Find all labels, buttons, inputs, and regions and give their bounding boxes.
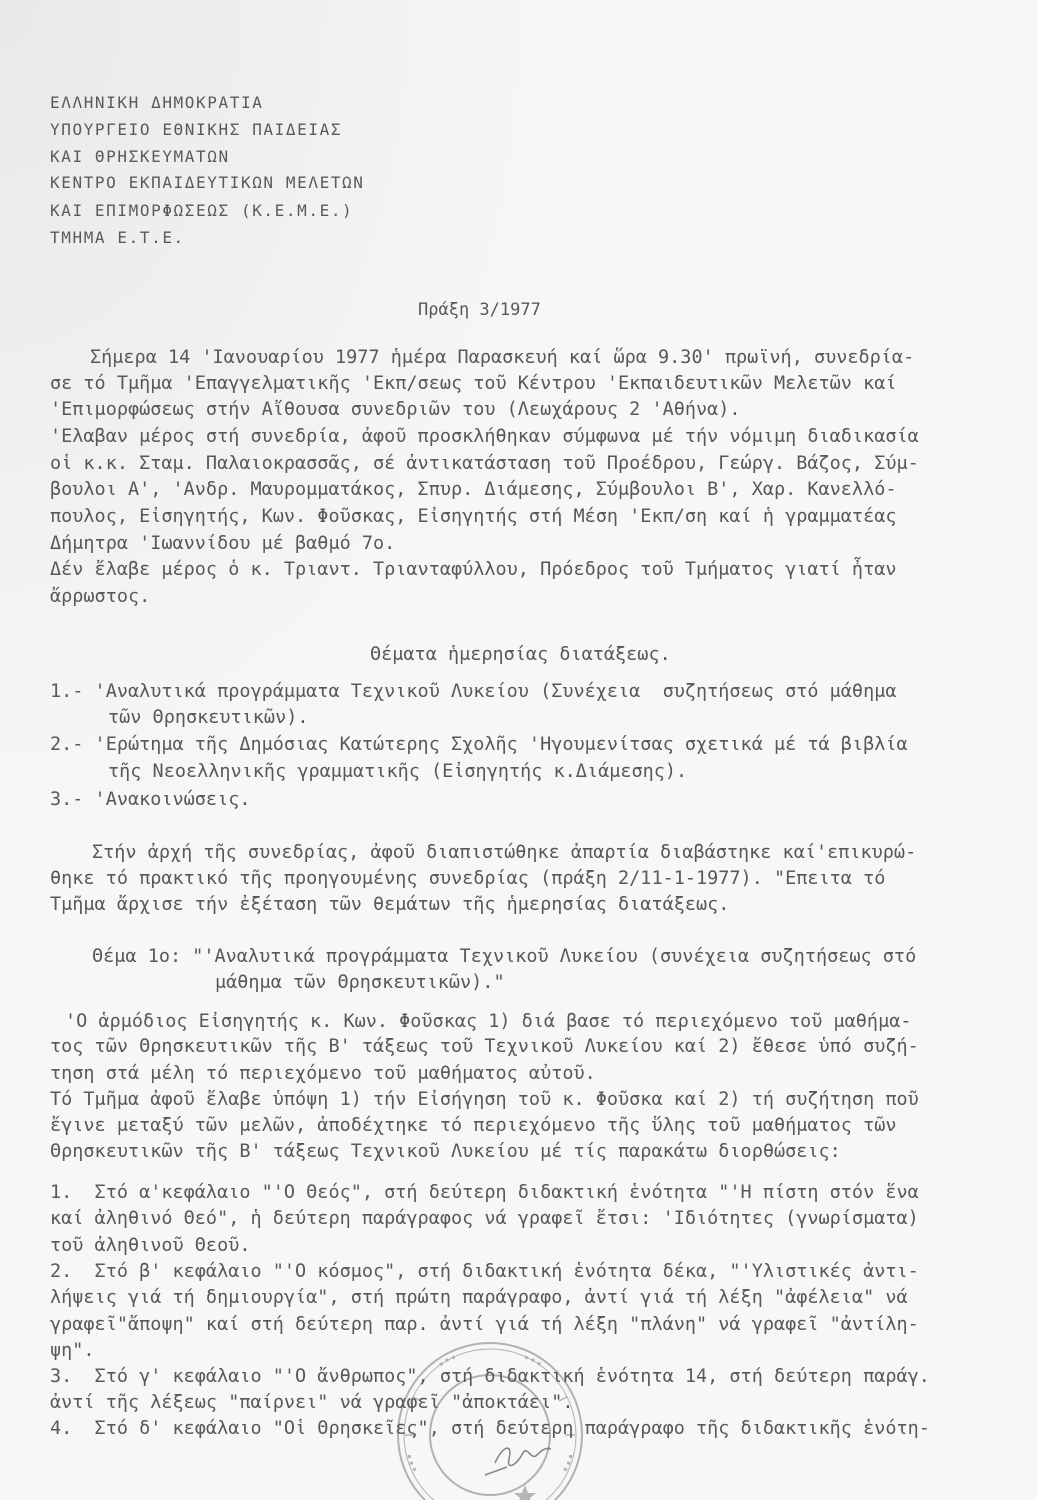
body-line: ἄρρωστος. (50, 586, 151, 607)
body-line: Σήμερα 14 'Ιανουαρίου 1977 ἡμέρα Παρασκευή καί ὥρα 9.30' πρωϊνή, συνεδρία- (90, 347, 915, 368)
agenda-item: τῆς Νεοελληνικῆς γραμματικῆς (Εἰσηγητής κ.Διάμεσης). (108, 761, 688, 782)
correction-line: 2. Στό β' κεφάλαιο "'Ο κόσμος", στή διδακτική ἑνότητα δέκα, "'Υλιστικές ἀντι- (50, 1261, 919, 1282)
body-line: βουλοι Α', 'Ανδρ. Μαυρομματάκος, Σπυρ. Διάμεσης, Σύμβουλοι Β', Χαρ. Κανελλό- (50, 479, 897, 500)
topic-heading: μάθημα τῶν Θρησκευτικῶν)." (215, 972, 505, 993)
correction-line: γραφεῖ"ἄποψη" καί στή δεύτερη παρ. ἀντί γιά τή λέξη "πλάνη" νά γραφεῖ "ἀντίλη- (50, 1314, 919, 1335)
agenda-item: 2.- 'Ερώτημα τῆς Δημόσιας Κατώτερης Σχολῆς 'Ηγουμενίτσας σχετικά μέ τά βιβλία (50, 734, 908, 755)
agenda-item: 1.- 'Αναλυτικά προγράμματα Τεχνικοῦ Λυκείου (Συνέχεια συζητήσεως στό μάθημα (50, 681, 897, 702)
correction-line: ἀντί τῆς λέξεως "παίρνει" νά γραφεῖ "ἀποκτάει". (50, 1392, 574, 1413)
agenda-item: 3.- 'Ανακοινώσεις. (50, 789, 251, 810)
body-line: πουλος, Εἰσηγητής, Κων. Φοῦσκας, Εἰσηγητής στή Μέση 'Εκπ/ση καί ἡ γραμματέας (50, 506, 897, 527)
body-line: Τό Τμῆμα ἀφοῦ ἔλαβε ὑπόψη 1) τήν Εἰσήγηση τοῦ κ. Φοῦσκα καί 2) τή συζήτηση ποῦ (50, 1089, 919, 1110)
agenda-item: τῶν Θρησκευτικῶν). (108, 707, 309, 728)
correction-line: καί ἀληθινό Θεό", ἡ δεύτερη παράγραφος νά γραφεῖ ἔτσι: 'Ιδιότητες (γνωρίσματα) (50, 1208, 919, 1229)
correction-line: τοῦ ἀληθινοῦ Θεοῦ. (50, 1235, 251, 1256)
body-line: θηκε τό πρακτικό τῆς προηγουμένης συνεδρίας (πράξη 2/11-1-1977). "Επειτα τό (50, 868, 886, 889)
signature-icon (485, 1448, 551, 1475)
topic-heading: Θέμα 1ο: "'Αναλυτικά προγράμματα Τεχνικοῦ Λυκείου (συνέχεια συζητήσεως στό (92, 946, 917, 967)
body-line: ἔγινε μεταξύ τῶν μελῶν, ἀποδέχτηκε τό περιεχόμενο τῆς ὕλης τοῦ μαθήματος τῶν (50, 1115, 897, 1136)
body-line: Δήμητρα 'Ιωαννίδου μέ βαθμό 7ο. (50, 533, 396, 554)
body-line: 'Ο ἁρμόδιος Εἰσηγητής κ. Κων. Φοῦσκας 1) διά βασε τό περιεχόμενο τοῦ μαθήμα- (65, 1011, 912, 1032)
letterhead-line: ΚΑΙ ΘΡΗΣΚΕΥΜΑΤΩΝ (50, 147, 230, 166)
body-line: 'Ελαβαν μέρος στή συνεδρία, ἀφοῦ προσκλήθηκαν σύμφωνα μέ τήν νόμιμη διαδικασία (50, 426, 919, 447)
letterhead-line: ΥΠΟΥΡΓΕΙΟ ΕΘΝΙΚΗΣ ΠΑΙΔΕΙΑΣ (50, 120, 343, 139)
body-line: 'Επιμορφώσεως στήν Αἴθουσα συνεδριῶν του (Λεωχάρους 2 'Αθήνα). (50, 399, 741, 420)
correction-line: 4. Στό δ' κεφάλαιο "Οἱ Θρησκεῖες", στή δεύτερη παράγραφο τῆς διδακτικῆς ἑνότη- (50, 1418, 930, 1439)
body-line: οἱ κ.κ. Σταμ. Παλαιοκρασσᾶς, σέ ἀντικατάσταση τοῦ Προέδρου, Γεώργ. Βάζος, Σύμ- (50, 453, 919, 474)
body-line: Στήν ἀρχή τῆς συνεδρίας, ἀφοῦ διαπιστώθηκε ἀπαρτία διαβάστηκε καί'επικυρώ- (92, 842, 917, 863)
letterhead-line: ΕΛΛΗΝΙΚΗ ΔΗΜΟΚΡΑΤΙΑ (50, 93, 264, 112)
correction-line: λήψεις γιά τή δημιουργία", στή πρώτη παράγραφο, ἀντί γιά τή λέξη "ἀφέλεια" νά (50, 1287, 908, 1308)
correction-line: 1. Στό α'κεφάλαιο "'Ο Θεός", στή δεύτερη διδακτική ἑνότητα "'Η πίστη στόν ἕνα (50, 1182, 919, 1203)
letterhead-line: ΤΜΗΜΑ Ε.Τ.Ε. (50, 228, 185, 247)
body-line: Δέν ἔλαβε μέρος ὁ κ. Τριαντ. Τριανταφύλλου, Πρόεδρος τοῦ Τμήματος γιατί ἦταν (50, 559, 897, 580)
agenda-heading: Θέματα ἡμερησίας διατάξεως. (370, 644, 671, 665)
correction-line: 3. Στό γ' κεφάλαιο "'Ο ἄνθρωπος", στή διδακτική ἑνότητα 14, στή δεύτερη παράγ. (50, 1366, 930, 1387)
letterhead-line: ΚΑΙ ΕΠΙΜΟΡΦΩΣΕΩΣ (Κ.Ε.Μ.Ε.) (50, 201, 354, 220)
body-line: τηση στά μέλη τό περιεχόμενο τοῦ μαθήματος αὐτοῦ. (50, 1063, 596, 1084)
body-line: σε τό Τμῆμα 'Επαγγελματικῆς 'Εκπ/σεως τοῦ Κέντρου 'Εκπαιδευτικῶν Μελετῶν καί (50, 373, 897, 394)
letterhead-line: ΚΕΝΤΡΟ ΕΚΠΑΙΔΕΥΤΙΚΩΝ ΜΕΛΕΤΩΝ (50, 173, 365, 192)
document-title: Πράξη 3/1977 (418, 300, 541, 320)
body-line: Τμῆμα ἄρχισε τήν ἐξέταση τῶν θεμάτων τῆς ἡμερησίας διατάξεως. (50, 894, 730, 915)
correction-line: ψη". (50, 1340, 95, 1361)
body-line: τος τῶν Θρησκευτικῶν τῆς Β' τάξεως τοῦ Τεχνικοῦ Λυκείου καί 2) ἔθεσε ὑπό συζή- (50, 1036, 919, 1057)
body-line: Θρησκευτικῶν τῆς Β' τάξεως Τεχνικοῦ Λυκείου μέ τίς παρακάτω διορθώσεις: (50, 1141, 841, 1162)
